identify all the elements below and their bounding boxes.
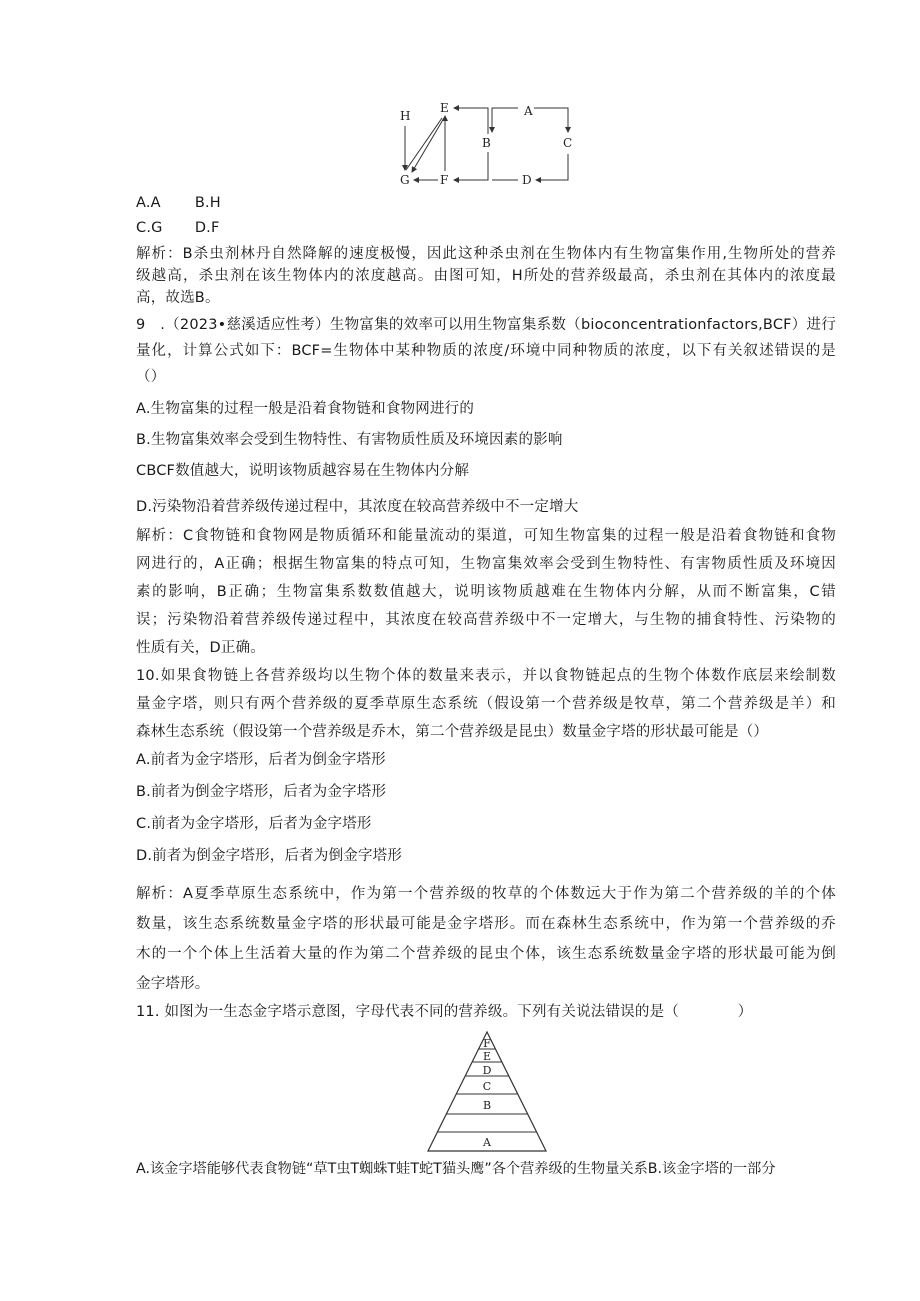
q8-analysis-line-2: 级越高，杀虫剂在该生物体内的浓度越高。由图可知，H所处的营养级最高，杀虫剂在其体内的浓度最 xyxy=(136,268,836,284)
q10-analysis-line-3: 木的一个个体上生活着大量的作为第二个营养级的昆虫个体，该生态系统数量金字塔的形状最可能为倒 xyxy=(136,946,836,962)
q8-option-b[interactable]: B.H xyxy=(194,195,221,211)
node-d: D xyxy=(522,173,532,187)
arrow-e-to-h xyxy=(406,118,442,170)
food-web-diagram xyxy=(388,96,588,192)
q8-option-a[interactable]: A.A xyxy=(136,195,161,211)
q10-option-c[interactable]: C.前者为金字塔形，后者为金字塔形 xyxy=(136,816,372,832)
q10-analysis-line-1: 解析：A夏季草原生态系统中，作为第一个营养级的牧草的个体数远大于作为第二个营养级的羊的个体 xyxy=(136,886,836,902)
q9-option-c[interactable]: CBCF数值越大，说明该物质越容易在生物体内分解 xyxy=(136,463,470,479)
node-c: C xyxy=(563,136,573,150)
arrow-c-to-d xyxy=(536,154,568,180)
q11-options-line: A.该金字塔能够代表食物链“草T虫T蜘蛛T蛙T蛇T猫头鹰”各个营养级的生物量关系B.该金字塔的一部分 xyxy=(136,1161,776,1177)
q10-stem-line-2: 量金字塔，则只有两个营养级的夏季草原生态系统（假设第一个营养级是牧草，第二个营养级是羊）和 xyxy=(136,696,836,712)
q10-option-a[interactable]: A.前者为金字塔形，后者为倒金字塔形 xyxy=(136,752,386,768)
q8-option-d[interactable]: D.F xyxy=(194,220,220,236)
q9-stem-line-1: 9 .（2023•慈溪适应性考）生物富集的效率可以用生物富集系数（bioconcentrationfactors,BCF）进行 xyxy=(136,317,836,333)
pyramid-level-a: A xyxy=(483,1136,491,1149)
q8-options-row-2 xyxy=(136,218,220,238)
node-f: F xyxy=(440,173,449,187)
node-g: G xyxy=(400,173,410,187)
arrow-b-to-e xyxy=(454,108,488,134)
arrow-e-to-g xyxy=(412,118,444,172)
arrow-a-to-c xyxy=(534,108,568,132)
q9-analysis-line-3: 素的影响，B正确；生物富集系数数值越大，说明该物质越难在生物体内分解，从而不断富集，C错 xyxy=(136,584,836,600)
q9-analysis-line-2: 网进行的，A正确；根据生物富集的特点可知，生物富集效率会受到生物特性、有害物质性质及环境因 xyxy=(136,556,836,572)
pyramid-level-d: D xyxy=(482,1064,492,1077)
node-b: B xyxy=(482,136,491,150)
q8-option-c[interactable]: C.G xyxy=(136,220,163,236)
q9-stem-line-3: （） xyxy=(136,369,166,385)
node-e: E xyxy=(440,101,449,115)
q11-stem: 11. 如图为一生态金字塔示意图，字母代表不同的营养级。下列有关说法错误的是（ ） xyxy=(136,1004,753,1020)
pyramid-level-b: B xyxy=(482,1099,492,1112)
q10-stem-line-1: 10.如果食物链上各营养级均以生物个体的数量来表示，并以食物链起点的生物个体数作底层来绘制数 xyxy=(136,668,836,684)
arrow-b-to-f xyxy=(454,152,488,180)
q10-analysis-line-2: 数量，该生态系统数量金字塔的形状最可能是金字塔形。而在森林生态系统中，作为第一个营养级的乔 xyxy=(136,916,836,932)
q10-analysis-line-4: 金字塔形。 xyxy=(136,976,210,992)
q9-analysis-line-5: 性质有关，D正确。 xyxy=(136,640,265,656)
q8-options-row-1 xyxy=(136,193,221,213)
q8-analysis-line-3: 高，故选B。 xyxy=(136,290,220,306)
node-a: A xyxy=(524,104,533,118)
q10-option-d[interactable]: D.前者为倒金字塔形，后者为倒金字塔形 xyxy=(136,848,403,864)
arrow-a-to-b xyxy=(492,108,518,132)
q9-analysis-line-1: 解析：C食物链和食物网是物质循环和能量流动的渠道，可知生物富集的过程一般是沿着食物链和食物 xyxy=(136,528,836,544)
q9-option-d[interactable]: D.污染物沿着营养级传递过程中，其浓度在较高营养级中不一定增大 xyxy=(136,499,579,515)
q8-analysis-line-1: 解析：B杀虫剂林丹自然降解的速度极慢，因此这种杀虫剂在生物体内有生物富集作用,生物所处的营养 xyxy=(136,246,836,262)
pyramid-level-e: E xyxy=(482,1050,492,1063)
q9-option-a[interactable]: A.生物富集的过程一般是沿着食物链和食物网进行的 xyxy=(136,401,475,417)
pyramid-level-c: C xyxy=(482,1080,492,1093)
q10-option-b[interactable]: B.前者为倒金字塔形，后者为金字塔形 xyxy=(136,784,387,800)
pyramid-level-f: F xyxy=(483,1037,491,1050)
q9-option-b[interactable]: B.生物富集效率会受到生物特性、有害物质性质及环境因素的影响 xyxy=(136,432,563,448)
q9-stem-line-2: 量化，计算公式如下：BCF=生物体中某种物质的浓度/环境中同种物质的浓度，以下有关叙述错误的是 xyxy=(136,343,836,359)
q9-analysis-line-4: 误；污染物沿着营养级传递过程中，其浓度在较高营养级中不一定增大，与生物的捕食特性、污染物的 xyxy=(136,612,836,628)
q10-stem-line-3: 森林生态系统（假设第一个营养级是乔木，第二个营养级是昆虫）数量金字塔的形状最可能是（） xyxy=(136,724,769,740)
node-h: H xyxy=(400,109,411,123)
ecological-pyramid-diagram xyxy=(426,1030,548,1154)
